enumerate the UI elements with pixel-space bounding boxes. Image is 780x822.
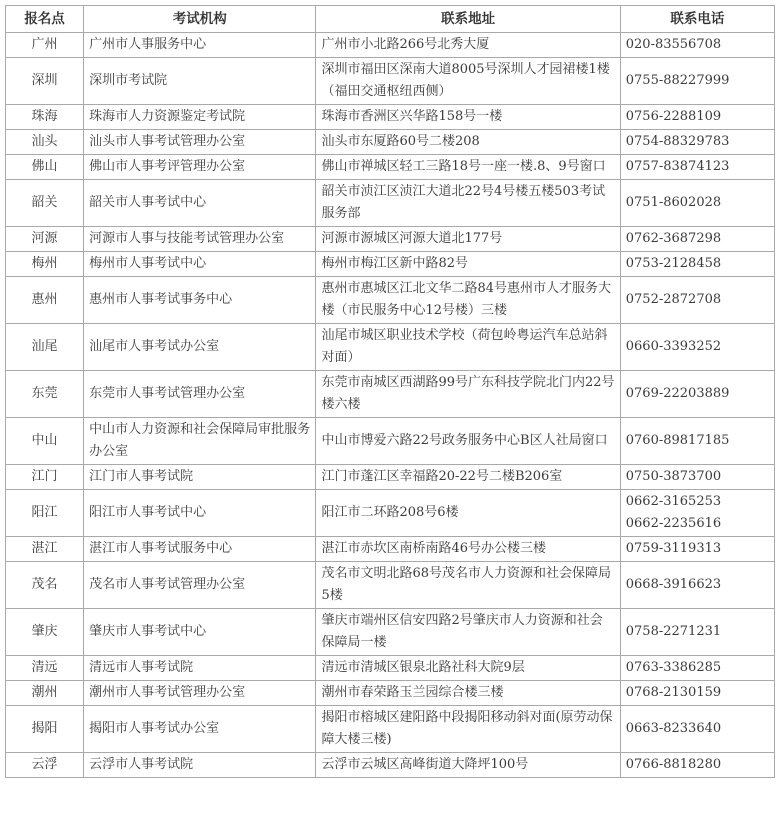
exam-contacts-table — [5, 5, 775, 778]
address-cell: 肇庆市端州区信安四路2号肇庆市人力资源和社会保障局一楼 — [316, 609, 620, 656]
phone-number: 0766-8818280 — [625, 757, 722, 772]
phone-number: 0762-3687298 — [625, 231, 722, 246]
location-cell: 湛江 — [6, 537, 84, 562]
phone-number: 0760-89817185 — [625, 433, 730, 448]
address-cell: 江门市蓬江区幸福路20-22号二楼B206室 — [316, 465, 620, 490]
address-cell: 湛江市赤坎区南桥南路46号办公楼三楼 — [316, 537, 620, 562]
organization-cell: 茂名市人事考试管理办公室 — [84, 562, 316, 609]
phone-number: 0660-3393252 — [625, 339, 722, 354]
organization-cell: 东莞市人事考试管理办公室 — [84, 371, 316, 418]
organization-cell: 韶关市人事考试中心 — [84, 180, 316, 227]
phone-cell — [620, 418, 774, 465]
phone-cell — [620, 537, 774, 562]
phone-cell — [620, 465, 774, 490]
table-row — [6, 130, 775, 155]
table-row — [6, 58, 775, 105]
header-row — [6, 6, 775, 33]
address-cell: 揭阳市榕城区建阳路中段揭阳移动斜对面(原劳动保障大楼三楼) — [316, 706, 620, 753]
phone-cell — [620, 227, 774, 252]
address-cell: 云浮市云城区高峰街道大降坪100号 — [316, 753, 620, 778]
phone-number: 0662-2235616 — [625, 516, 722, 531]
header-address: 联系地址 — [316, 6, 620, 33]
location-cell: 汕头 — [6, 130, 84, 155]
organization-cell: 深圳市考试院 — [84, 58, 316, 105]
address-cell: 河源市源城区河源大道北177号 — [316, 227, 620, 252]
location-cell: 梅州 — [6, 252, 84, 277]
table-row — [6, 180, 775, 227]
header-organization: 考试机构 — [84, 6, 316, 33]
phone-number: 0663-8233640 — [625, 721, 722, 736]
organization-cell: 广州市人事服务中心 — [84, 33, 316, 58]
phone-number: 0750-3873700 — [625, 469, 722, 484]
location-cell: 中山 — [6, 418, 84, 465]
address-cell: 清远市清城区银泉北路社科大院9层 — [316, 656, 620, 681]
address-cell: 茂名市文明北路68号茂名市人力资源和社会保障局5楼 — [316, 562, 620, 609]
phone-cell — [620, 105, 774, 130]
organization-cell: 汕头市人事考试管理办公室 — [84, 130, 316, 155]
location-cell: 韶关 — [6, 180, 84, 227]
location-cell: 揭阳 — [6, 706, 84, 753]
organization-cell: 湛江市人事考试服务中心 — [84, 537, 316, 562]
location-cell: 茂名 — [6, 562, 84, 609]
organization-cell: 潮州市人事考试管理办公室 — [84, 681, 316, 706]
address-cell: 梅州市梅江区新中路82号 — [316, 252, 620, 277]
table-row — [6, 33, 775, 58]
location-cell: 佛山 — [6, 155, 84, 180]
phone-cell — [620, 324, 774, 371]
organization-cell: 惠州市人事考试事务中心 — [84, 277, 316, 324]
organization-cell: 汕尾市人事考试办公室 — [84, 324, 316, 371]
phone-number: 0662-3165253 — [625, 494, 722, 509]
table-row — [6, 324, 775, 371]
phone-cell — [620, 753, 774, 778]
phone-number: 0759-3119313 — [625, 541, 722, 556]
table-row — [6, 227, 775, 252]
organization-cell: 梅州市人事考试中心 — [84, 252, 316, 277]
address-cell: 广州市小北路266号北秀大厦 — [316, 33, 620, 58]
location-cell: 惠州 — [6, 277, 84, 324]
phone-cell — [620, 490, 774, 537]
organization-cell: 江门市人事考试院 — [84, 465, 316, 490]
phone-cell — [620, 706, 774, 753]
address-cell: 佛山市禅城区轻工三路18号一座一楼.8、9号窗口 — [316, 155, 620, 180]
phone-number: 0668-3916623 — [625, 577, 722, 592]
location-cell: 肇庆 — [6, 609, 84, 656]
table-body — [6, 33, 775, 778]
table-row — [6, 155, 775, 180]
phone-cell — [620, 371, 774, 418]
phone-number: 0757-83874123 — [625, 159, 730, 174]
phone-number: 0754-88329783 — [625, 134, 730, 149]
address-cell: 深圳市福田区深南大道8005号深圳人才园裙楼1楼（福田交通枢纽西侧） — [316, 58, 620, 105]
address-cell: 中山市博爱六路22号政务服务中心B区人社局窗口 — [316, 418, 620, 465]
location-cell: 河源 — [6, 227, 84, 252]
header-location: 报名点 — [6, 6, 84, 33]
location-cell: 潮州 — [6, 681, 84, 706]
phone-cell — [620, 58, 774, 105]
location-cell: 广州 — [6, 33, 84, 58]
phone-number: 0755-88227999 — [625, 73, 730, 88]
table-row — [6, 371, 775, 418]
organization-cell: 揭阳市人事考试办公室 — [84, 706, 316, 753]
table-row — [6, 537, 775, 562]
organization-cell: 阳江市人事考试中心 — [84, 490, 316, 537]
phone-number: 0763-3386285 — [625, 660, 722, 675]
location-cell: 深圳 — [6, 58, 84, 105]
location-cell: 阳江 — [6, 490, 84, 537]
table-row — [6, 105, 775, 130]
phone-cell — [620, 33, 774, 58]
organization-cell: 中山市人力资源和社会保障局审批服务办公室 — [84, 418, 316, 465]
organization-cell: 河源市人事与技能考试管理办公室 — [84, 227, 316, 252]
organization-cell: 清远市人事考试院 — [84, 656, 316, 681]
phone-number: 0756-2288109 — [625, 109, 722, 124]
phone-number: 0758-2271231 — [625, 624, 722, 639]
location-cell: 珠海 — [6, 105, 84, 130]
phone-number: 0768-2130159 — [625, 685, 722, 700]
address-cell: 韶关市浈江区浈江大道北22号4号楼五楼503考试服务部 — [316, 180, 620, 227]
phone-cell — [620, 681, 774, 706]
header-phone: 联系电话 — [620, 6, 774, 33]
phone-number: 0769-22203889 — [625, 386, 730, 401]
table-row — [6, 681, 775, 706]
location-cell: 清远 — [6, 656, 84, 681]
address-cell: 珠海市香洲区兴华路158号一楼 — [316, 105, 620, 130]
location-cell: 东莞 — [6, 371, 84, 418]
table-row — [6, 252, 775, 277]
address-cell: 潮州市春荣路玉兰园综合楼三楼 — [316, 681, 620, 706]
phone-cell — [620, 609, 774, 656]
table-row — [6, 753, 775, 778]
address-cell: 阳江市二环路208号6楼 — [316, 490, 620, 537]
table-row — [6, 465, 775, 490]
table-row — [6, 418, 775, 465]
address-cell: 汕头市东厦路60号二楼208 — [316, 130, 620, 155]
phone-cell — [620, 252, 774, 277]
location-cell: 云浮 — [6, 753, 84, 778]
table-row — [6, 277, 775, 324]
table-row — [6, 656, 775, 681]
phone-cell — [620, 277, 774, 324]
phone-cell — [620, 155, 774, 180]
phone-number: 020-83556708 — [625, 37, 722, 52]
table-row — [6, 490, 775, 537]
phone-cell — [620, 180, 774, 227]
address-cell: 东莞市南城区西湖路99号广东科技学院北门内22号楼六楼 — [316, 371, 620, 418]
table-row — [6, 609, 775, 656]
address-cell: 汕尾市城区职业技术学校（荷包岭粤运汽车总站斜对面） — [316, 324, 620, 371]
phone-cell — [620, 130, 774, 155]
organization-cell: 云浮市人事考试院 — [84, 753, 316, 778]
address-cell: 惠州市惠城区江北文华二路84号惠州市人才服务大楼（市民服务中心12号楼）三楼 — [316, 277, 620, 324]
organization-cell: 佛山市人事考评管理办公室 — [84, 155, 316, 180]
phone-cell — [620, 656, 774, 681]
table-row — [6, 706, 775, 753]
organization-cell: 肇庆市人事考试中心 — [84, 609, 316, 656]
organization-cell: 珠海市人力资源鉴定考试院 — [84, 105, 316, 130]
location-cell: 汕尾 — [6, 324, 84, 371]
phone-number: 0753-2128458 — [625, 256, 722, 271]
table-row — [6, 562, 775, 609]
phone-number: 0751-8602028 — [625, 195, 722, 210]
phone-number: 0752-2872708 — [625, 292, 722, 307]
location-cell: 江门 — [6, 465, 84, 490]
phone-cell — [620, 562, 774, 609]
